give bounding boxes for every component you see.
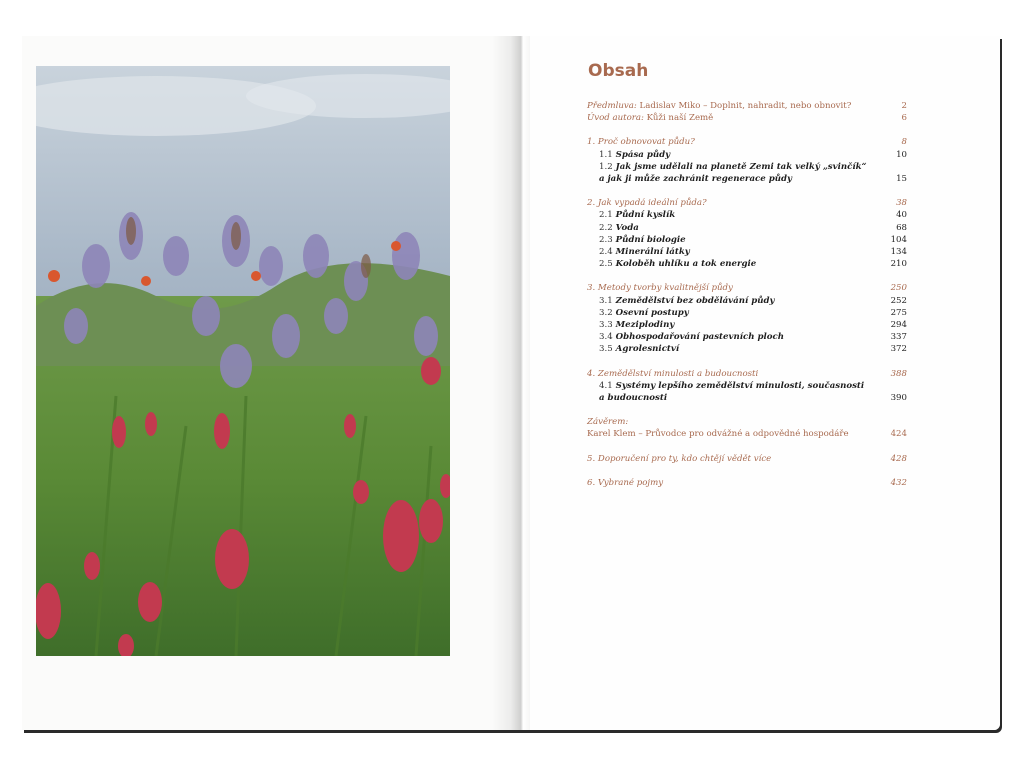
page-number: 40	[896, 210, 907, 221]
toc-subsection[interactable]	[587, 258, 907, 270]
toc-entry-foreword[interactable]	[587, 100, 907, 112]
page-number: 388	[890, 368, 907, 379]
page-number: 275	[890, 307, 907, 318]
book-spread	[22, 36, 1000, 730]
toc-subsection[interactable]	[587, 246, 907, 258]
toc-subsection[interactable]	[587, 161, 907, 173]
page-number: 210	[890, 259, 907, 270]
chapter-title: 3. Metody tvorby kvalitnější půdy	[587, 283, 733, 294]
page-number: 104	[890, 234, 907, 245]
page-number: 390	[890, 393, 907, 404]
table-of-contents	[587, 100, 907, 489]
subsection-title: Voda	[615, 222, 639, 233]
toc-subsection[interactable]	[587, 380, 907, 392]
subsection-title: Půdní kyslík	[615, 210, 676, 221]
entry-label: Úvod autora:	[587, 113, 644, 124]
toc-chapter-2[interactable]	[587, 197, 907, 209]
subsection-title: Spása půdy	[615, 149, 671, 160]
right-page	[530, 36, 1000, 730]
page-number: 134	[890, 247, 907, 258]
subsection-title: Osevní postupy	[615, 307, 689, 318]
toc-chapter-5[interactable]	[587, 453, 907, 465]
subsection-number: 2.3	[599, 234, 613, 245]
toc-entry-conclusion[interactable]	[587, 428, 907, 440]
page-number: 68	[896, 222, 907, 233]
page-number: 6	[901, 113, 907, 124]
page-number: 10	[896, 149, 907, 160]
toc-subsection[interactable]	[587, 295, 907, 307]
subsection-title: Jak jsme udělali na planetě Zemi tak velký „svinčík“	[615, 161, 867, 172]
entry-text: Kůži naší Země	[646, 113, 714, 124]
page-number: 38	[896, 198, 907, 209]
subsection-title-continued: a jak ji může zachránit regenerace půdy	[599, 174, 792, 185]
subsection-title: Zemědělství bez obdělávání půdy	[615, 295, 775, 306]
toc-subsection[interactable]	[587, 209, 907, 221]
left-page	[22, 36, 510, 730]
toc-subsection[interactable]	[587, 319, 907, 331]
chapter-title: 5. Doporučení pro ty, kdo chtějí vědět více	[587, 453, 772, 464]
subsection-title: Minerální látky	[615, 247, 690, 258]
toc-chapter-6[interactable]	[587, 477, 907, 489]
toc-subsection-continued[interactable]	[587, 392, 907, 404]
subsection-number: 2.1	[599, 210, 613, 221]
subsection-number: 1.2	[599, 161, 613, 172]
subsection-number: 4.1	[599, 380, 613, 391]
page-number: 432	[890, 477, 907, 488]
subsection-title: Půdní biologie	[615, 234, 686, 245]
subsection-title: Obhospodařování pastevních ploch	[615, 332, 784, 343]
meadow-photo	[36, 66, 450, 656]
toc-subsection-continued[interactable]	[587, 173, 907, 185]
toc-entry-conclusion-label[interactable]	[587, 416, 907, 428]
toc-chapter-1[interactable]	[587, 136, 907, 148]
chapter-title: 6. Vybrané pojmy	[587, 477, 664, 488]
toc-subsection[interactable]	[587, 234, 907, 246]
page-number: 252	[890, 295, 907, 306]
page-number: 2	[901, 101, 907, 111]
subsection-number: 3.3	[599, 320, 613, 331]
toc-chapter-3[interactable]	[587, 282, 907, 294]
subsection-number: 3.5	[599, 344, 613, 355]
entry-label: Závěrem:	[587, 417, 629, 428]
page-number: 294	[890, 320, 907, 331]
toc-chapter-4[interactable]	[587, 368, 907, 380]
subsection-number: 3.1	[599, 295, 613, 306]
entry-text: Karel Klem – Průvodce pro odvážné a odpovědné hospodáře	[587, 429, 849, 440]
toc-entry-intro[interactable]	[587, 112, 907, 124]
subsection-number: 1.1	[599, 149, 613, 160]
page-number: 250	[890, 283, 907, 294]
toc-subsection[interactable]	[587, 149, 907, 161]
subsection-title: Agrolesnictví	[615, 344, 680, 355]
subsection-title: Systémy lepšího zemědělství minulosti, současnosti	[615, 380, 865, 391]
toc-title: Obsah	[588, 61, 649, 81]
page-number: 424	[890, 429, 907, 440]
toc-subsection[interactable]	[587, 343, 907, 355]
subsection-title: Koloběh uhlíku a tok energie	[615, 259, 757, 270]
chapter-title: 2. Jak vypadá ideální půda?	[587, 198, 707, 209]
page-number: 428	[890, 453, 907, 464]
toc-subsection[interactable]	[587, 222, 907, 234]
toc-subsection[interactable]	[587, 331, 907, 343]
entry-label: Předmluva:	[587, 101, 637, 111]
page-number: 372	[890, 344, 907, 355]
chapter-title: 1. Proč obnovovat půdu?	[587, 137, 695, 148]
toc-subsection[interactable]	[587, 307, 907, 319]
page-number: 8	[901, 137, 907, 148]
subsection-number: 2.4	[599, 247, 613, 258]
subsection-number: 2.5	[599, 259, 613, 270]
page-number: 337	[890, 332, 907, 343]
subsection-number: 3.2	[599, 307, 613, 318]
subsection-number: 3.4	[599, 332, 613, 343]
subsection-title: Meziplodiny	[615, 320, 675, 331]
chapter-title: 4. Zemědělství minulosti a budoucnosti	[587, 368, 759, 379]
subsection-title-continued: a budoucnosti	[599, 393, 668, 404]
subsection-number: 2.2	[599, 222, 613, 233]
entry-text: Ladislav Miko – Doplnit, nahradit, nebo obnovit?	[639, 101, 852, 111]
page-number: 15	[896, 174, 907, 185]
